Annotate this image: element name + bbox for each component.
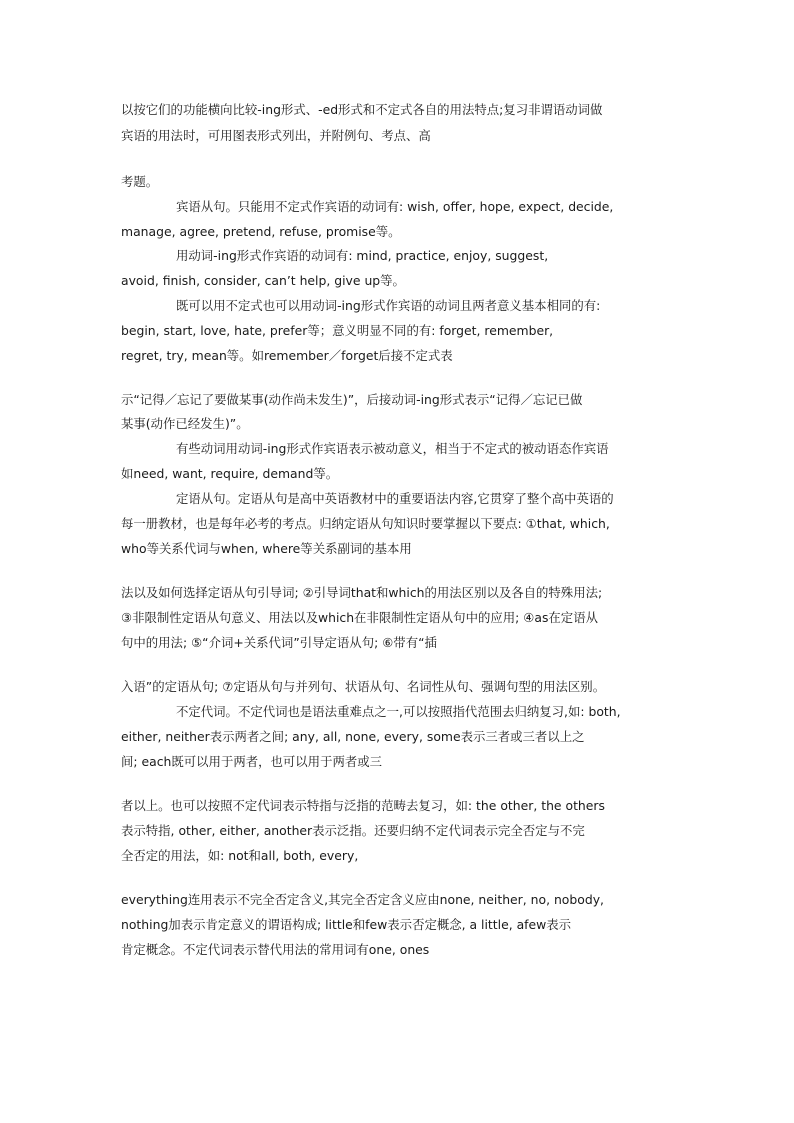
text-line: 每一册教材，也是每年必考的考点。归纳定语从句知识时要掌握以下要点: ①that, which, <box>121 516 610 531</box>
text-line: 如need, want, require, demand等。 <box>121 466 339 481</box>
text-line: nothing加表示肯定意义的谓语构成; little和few表示否定概念, a little, afew表示 <box>121 917 572 932</box>
text-line: 句中的用法; ⑤“介词+关系代词”引导定语从句; ⑥带有“插 <box>121 635 437 650</box>
text-line: 示“记得／忘记了要做某事(动作尚未发生)”，后接动词-ing形式表示“记得／忘记已做 <box>121 392 583 407</box>
text-line: 法以及如何选择定语从句引导词; ②引导词that和which的用法区别以及各自的特殊用法; <box>121 585 603 600</box>
text-line: 既可以用不定式也可以用动词-ing形式作宾语的动词且两者意义基本相同的有: <box>176 298 601 313</box>
text-line: 不定代词。不定代词也是语法重难点之一,可以按照指代范围去归纳复习,如: both, <box>176 704 621 719</box>
text-line: 宾语的用法时，可用图表形式列出，并附例句、考点、高 <box>121 128 431 143</box>
text-line: 者以上。也可以按照不定代词表示特指与泛指的范畴去复习，如: the other, the others <box>121 798 605 813</box>
text-line: begin, start, love, hate, prefer等；意义明显不同的有: forget, remember, <box>121 323 554 338</box>
text-line: 用动词-ing形式作宾语的动词有: mind, practice, enjoy, suggest, <box>176 248 549 263</box>
text-line: 定语从句。定语从句是高中英语教材中的重要语法内容,它贯穿了整个高中英语的 <box>176 491 614 506</box>
text-line: 某事(动作已经发生)”。 <box>121 416 249 431</box>
text-line: either, neither表示两者之间; any, all, none, every, some表示三者或三者以上之 <box>121 729 585 744</box>
text-line: 肯定概念。不定代词表示替代用法的常用词有one, ones <box>121 942 430 957</box>
text-line: 宾语从句。只能用不定式作宾语的动词有: wish, offer, hope, expect, decide, <box>176 199 614 214</box>
text-line: 有些动词用动词-ing形式作宾语表示被动意义，相当于不定式的被动语态作宾语 <box>176 441 609 456</box>
text-line: 全否定的用法，如: not和all, both, every, <box>121 848 359 863</box>
text-line: everything连用表示不完全否定含义,其完全否定含义应由none, neither, no, nobody, <box>121 892 604 907</box>
text-line: 入语”的定语从句; ⑦定语从句与并列句、状语从句、名词性从句、强调句型的用法区别。 <box>121 679 606 694</box>
text-line: 表示特指, other, either, another表示泛指。还要归纳不定代词表示完全否定与不完 <box>121 823 585 838</box>
text-line: 考题。 <box>121 174 159 189</box>
text-line: regret, try, mean等。如remember／forget后接不定式表 <box>121 348 453 363</box>
text-line: manage, agree, pretend, refuse, promise等。 <box>121 224 401 239</box>
text-line: who等关系代词与when, where等关系副词的基本用 <box>121 541 412 556</box>
text-line: ③非限制性定语从句意义、用法以及which在非限制性定语从句中的应用; ④as在定语从 <box>121 610 598 625</box>
text-line: 间; each既可以用于两者，也可以用于两者或三 <box>121 754 383 769</box>
text-line: 以按它们的功能横向比较-ing形式、-ed形式和不定式各自的用法特点;复习非谓语动词做 <box>121 102 603 117</box>
text-line: avoid, finish, consider, can’t help, give up等。 <box>121 273 405 288</box>
